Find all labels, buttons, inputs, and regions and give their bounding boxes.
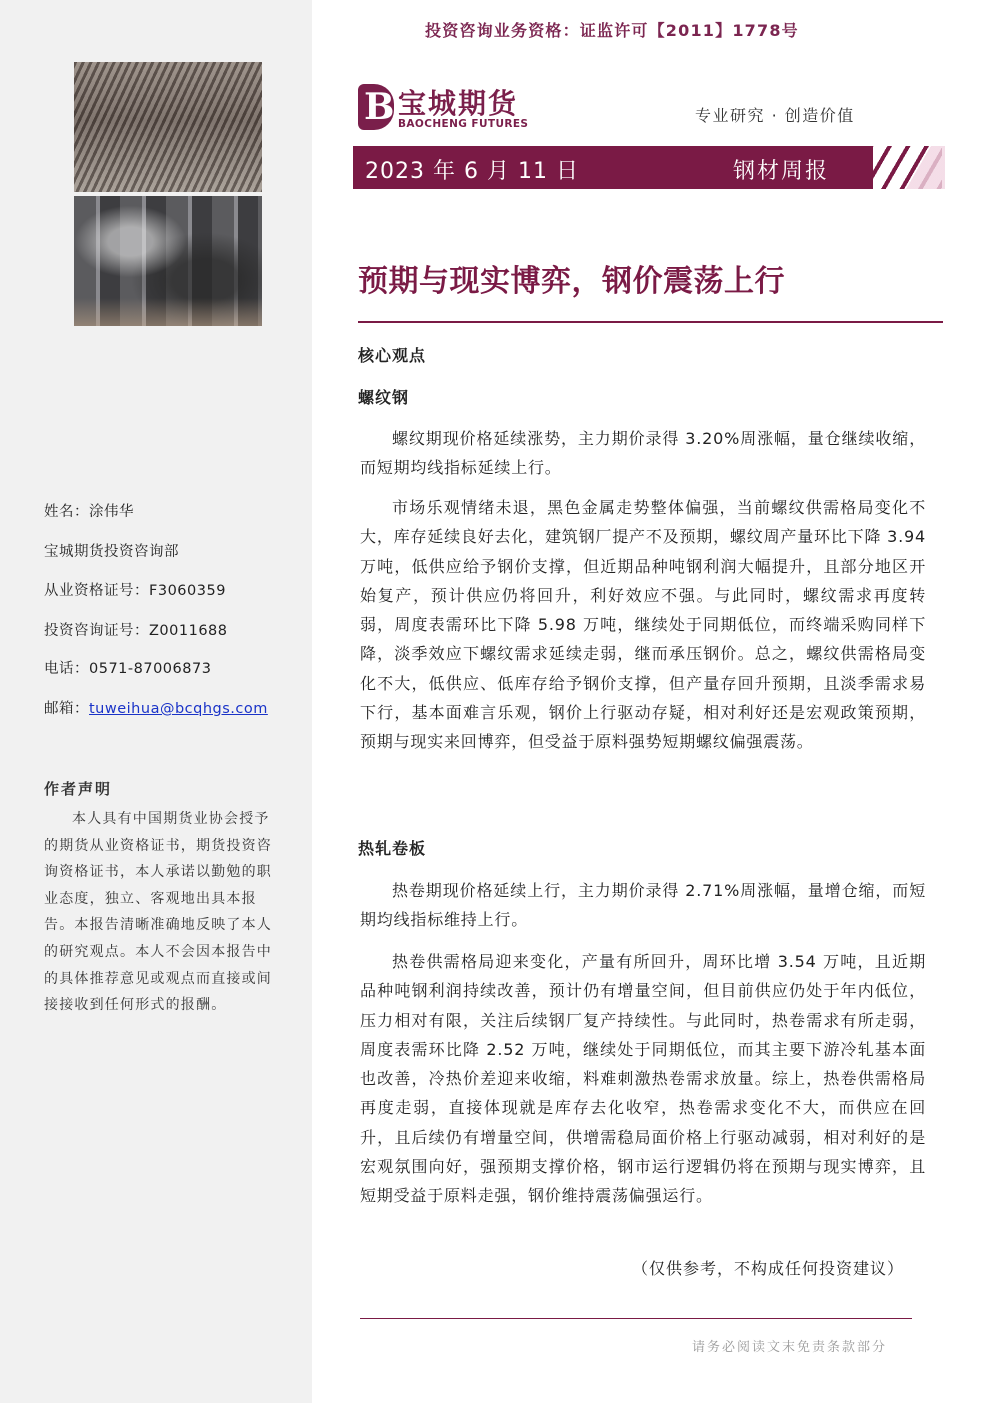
license-text: 投资咨询业务资格：证监许可【2011】1778号 — [425, 21, 799, 40]
title-divider — [358, 321, 943, 323]
qualification-number: 从业资格证号：F3060359 — [44, 583, 226, 599]
report-type: 钢材周报 — [733, 159, 830, 184]
banner-fade — [905, 146, 945, 189]
investment-disclaimer: （仅供参考，不构成任何投资建议） — [632, 1259, 905, 1278]
rebar-heading: 螺纹钢 — [358, 388, 410, 407]
analyst-department: 宝城期货投资咨询部 — [44, 544, 179, 560]
email-label: 邮箱： — [44, 701, 89, 717]
phone-number: 电话：0571-87006873 — [44, 661, 212, 677]
baocheng-logo-icon — [358, 84, 394, 130]
slogan: 专业研究 · 创造价值 — [695, 106, 855, 125]
core-view-heading: 核心观点 — [358, 346, 427, 365]
logo-english-name: BAOCHENG FUTURES — [398, 118, 529, 130]
hrc-heading: 热轧卷板 — [358, 839, 427, 858]
declaration-body: 本人具有中国期货业协会授予的期货从业资格证书，期货投资咨询资格证书，本人承诺以勤勉的职业态度，独立、客观地出具本报告。本报告清晰准确地反映了本人的研究观点。本人不会因本报告中的具体推荐意见或观点而直接或间接接收到任何形式的报酬。 — [44, 811, 272, 1014]
email-row — [44, 697, 268, 718]
hrc-paragraph-2: 热卷供需格局迎来变化，产量有所回升，周环比增 3.54 万吨，且近期品种吨钢利润持续改善，预计仍有增量空间，但目前供应仍处于年内低位，压力相对有限，关注后续钢厂复产持续性。与此同时，热卷需求有所走弱，周度表需环比降 2.52 万吨，继续处于同期低位，而其主要下游冷轧基本面也改善，冷热价差迎来收缩，料难刺激热卷需求放量。综上，热卷供需格局再度走弱，直接体现就是库存去化收窄，热卷需求变化不大，而供应在回升，且后续仍有增量空间，供增需稳局面价格上行驱动减弱，相对利好的是宏观氛围向好，强预期支撑价格，钢市运行逻辑仍将在预期与现实博弈，且短期受益于原料走强，钢价维持震荡偏强运行。 — [360, 952, 926, 1206]
rebar-paragraph-2: 市场乐观情绪未退，黑色金属走势整体偏强，当前螺纹供需格局变化不大，库存延续良好去化，建筑钢厂提产不及预期，螺纹周产量环比下降 3.94 万吨，低供应给予钢价支撑，但近期品种吨钢利润大幅提升，且部分地区开始复产，预计供应仍将回升，利好效应不强。与此同时，螺纹需求再度转弱，周度表需环比下降 5.98 万吨，继续处于同期低位，而终端采购同样下降，淡季效应下螺纹需求延续走弱，继而承压钢价。总之，螺纹供需格局变化不大，低供应、低库存给予钢价支撑，但产量存回升预期，且淡季需求易下行，基本面难言乐观，钢价上行驱动存疑，相对利好还是宏观政策预期，预期与现实来回博弈，但受益于原料强势短期螺纹偏强震荡。 — [360, 498, 926, 752]
hrc-paragraph-1: 热卷期现价格延续上行，主力期价录得 2.71%周涨幅，量增仓缩，而短期均线指标维持上行。 — [360, 881, 926, 930]
steel-coil-photo — [74, 196, 262, 326]
rebar-photo — [74, 62, 262, 192]
declaration-title: 作者声明 — [44, 780, 113, 798]
email-link[interactable]: tuweihua@bcqhgs.com — [89, 701, 268, 717]
consulting-license-number: 投资咨询证号：Z0011688 — [44, 623, 228, 639]
footer-notice: 请务必阅读文末免责条款部分 — [692, 1340, 888, 1355]
report-title: 预期与现实博弈，钢价震荡上行 — [358, 264, 785, 299]
footer-divider — [360, 1318, 912, 1319]
report-date: 2023 年 6 月 11 日 — [365, 159, 579, 184]
analyst-name: 姓名：涂伟华 — [44, 504, 134, 520]
logo-chinese-name: 宝城期货 — [398, 87, 519, 120]
rebar-paragraph-1: 螺纹期现价格延续涨势，主力期价录得 3.20%周涨幅，量仓继续收缩，而短期均线指标延续上行。 — [360, 429, 926, 478]
